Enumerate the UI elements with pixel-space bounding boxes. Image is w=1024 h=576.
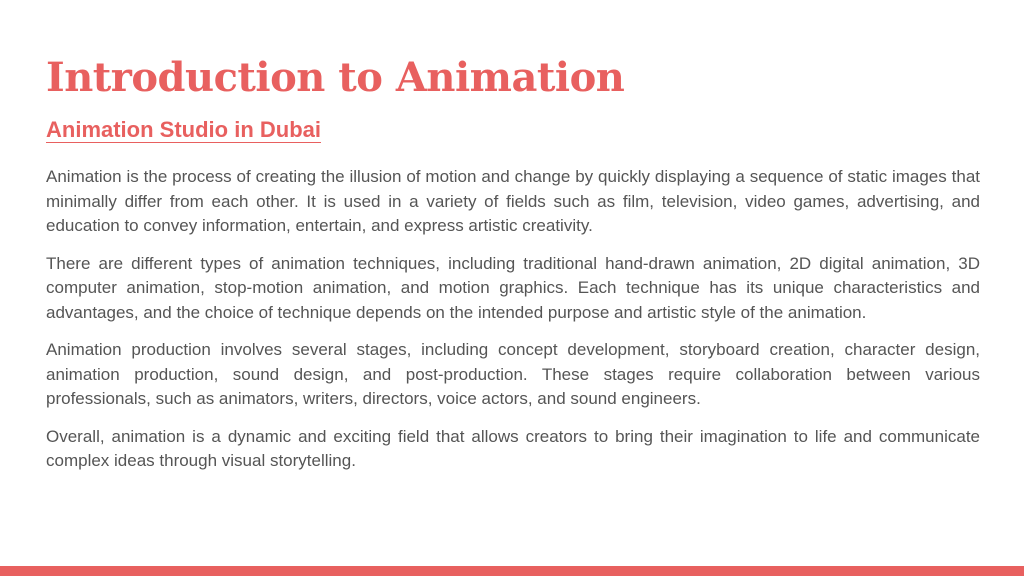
slide-body: [46, 165, 980, 487]
paragraph-conclusion: Overall, animation is a dynamic and exciting field that allows creators to bring their imagination to life and communicate complex ideas through visual storytelling.: [46, 426, 980, 470]
slide-title: Introduction to Animation: [46, 54, 625, 101]
paragraph-definition: Animation is the process of creating the illusion of motion and change by quickly displaying a sequence of static images that minimally differ from each other. It is used in a variety of fields such as film, television, video games, advertising, and education to convey information, entertain, and express artistic creativity.: [46, 167, 980, 235]
animation-studio-link[interactable]: Animation Studio in Dubai: [46, 117, 321, 142]
bottom-accent-bar: [0, 566, 1024, 576]
paragraph-production: Animation production involves several stages, including concept development, storyboard creation, character design, animation production, sound design, and post-production. These stages require collaboration between various professionals, such as animators, writers, directors, voice actors, and sound engineers.: [46, 340, 980, 408]
paragraph-techniques: There are different types of animation techniques, including traditional hand-drawn animation, 2D digital animation, 3D computer animation, stop-motion animation, and motion graphics. Each technique has its unique characteristics and advantages, and the choice of technique depends on the intended purpose and artistic style of the animation.: [46, 253, 980, 322]
